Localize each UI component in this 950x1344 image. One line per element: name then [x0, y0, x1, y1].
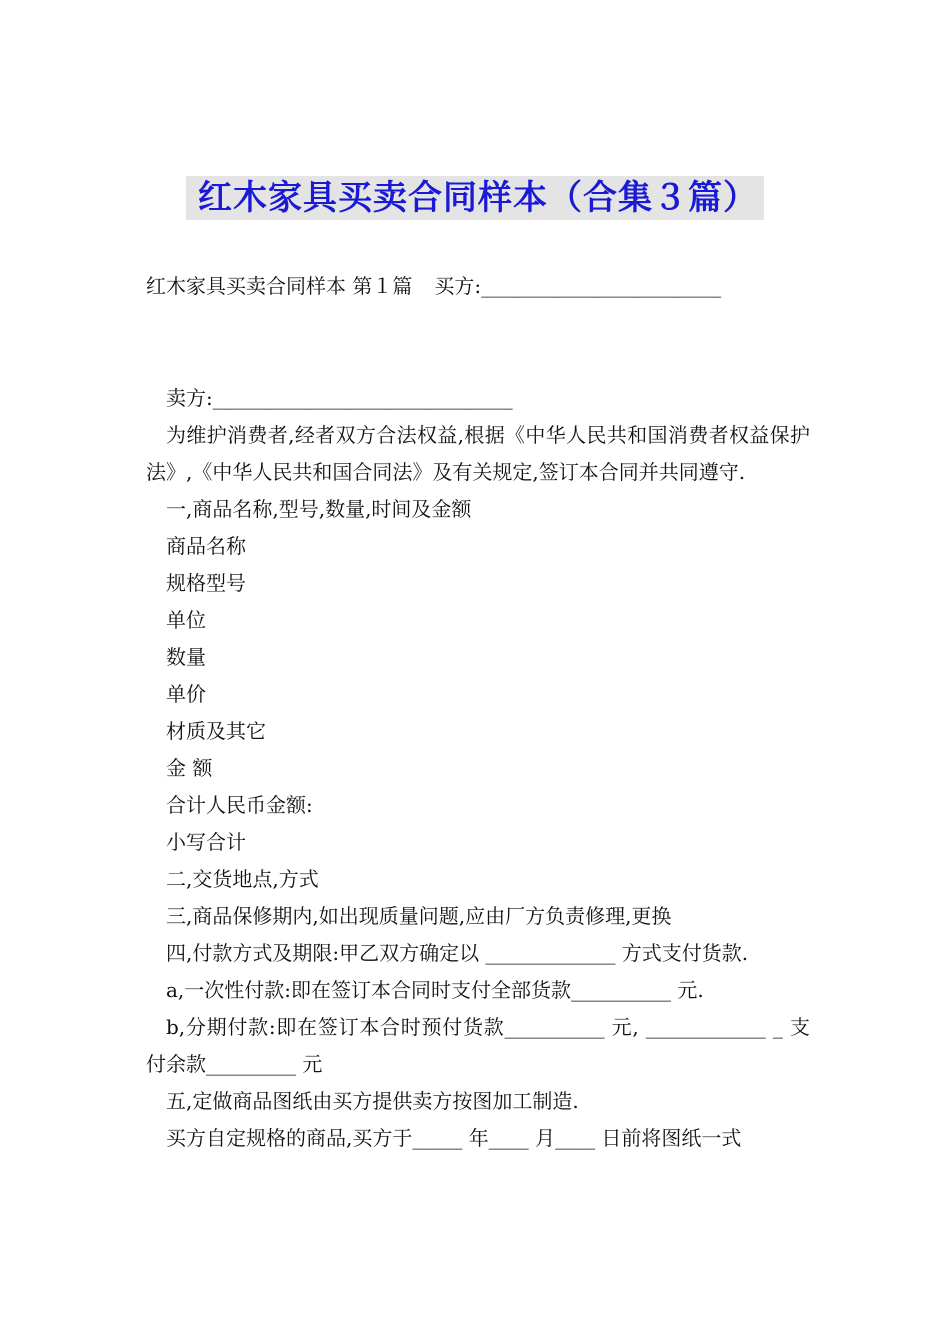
title-container [0, 176, 950, 220]
item-product-name: 商品名称 [166, 534, 246, 558]
payment-option-b: b,分期付款:即在签订本合时预付货款__________ 元, ____________ _ 支付余款_________ 元 [146, 1015, 810, 1076]
section-5-heading: 五,定做商品图纸由买方提供卖方按图加工制造. [166, 1089, 579, 1113]
contract-body [146, 380, 810, 1157]
preamble-paragraph: 为维护消费者,经者双方合法权益,根据《中华人民共和国消费者权益保护法》,《中华人民共和国合同法》及有关规定,签订本合同并共同遵守. [146, 423, 810, 484]
item-unit-price: 单价 [166, 682, 206, 706]
section-2-heading: 二,交货地点,方式 [166, 867, 319, 891]
item-amount: 金 额 [166, 756, 213, 780]
custom-spec-paragraph: 买方自定规格的商品,买方于_____ 年____ 月____ 日前将图纸一式 [166, 1126, 742, 1150]
payment-option-a: a,一次性付款:即在签订本合同时支付全部货款__________ 元. [166, 978, 704, 1002]
section-1-heading: 一,商品名称,型号,数量,时间及金额 [166, 497, 472, 521]
buyer-field: 买方:________________________ [434, 274, 722, 298]
document-title: 红木家具买卖合同样本（合集３篇） [186, 176, 764, 220]
item-unit: 单位 [166, 608, 206, 632]
item-spec-model: 规格型号 [166, 571, 246, 595]
section-3-heading: 三,商品保修期内,如出现质量问题,应由厂方负责修理,更换 [166, 904, 672, 928]
item-quantity: 数量 [166, 645, 206, 669]
item-material: 材质及其它 [166, 719, 266, 743]
seller-field: 卖方:______________________________ [166, 386, 513, 410]
contract-heading-line [146, 272, 721, 300]
subtotal-lowercase: 小写合计 [166, 830, 246, 854]
contract-heading: 红木家具买卖合同样本 第１篇 [146, 274, 413, 298]
total-rmb-amount: 合计人民币金额: [166, 793, 313, 817]
section-4-heading: 四,付款方式及期限:甲乙双方确定以 _____________ 方式支付货款. [166, 941, 749, 965]
